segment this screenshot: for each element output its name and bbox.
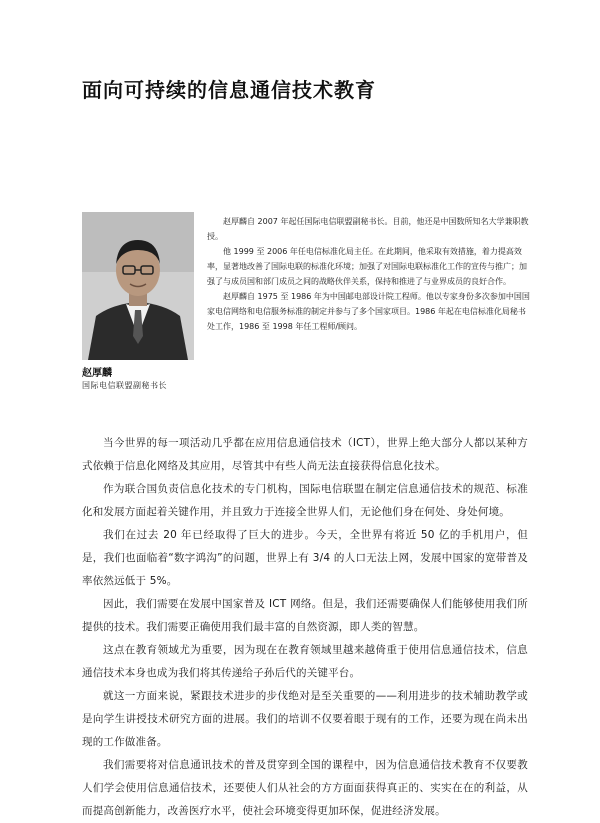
article-title: 面向可持续的信息通信技术教育 <box>82 78 376 102</box>
portrait-icon <box>82 212 194 360</box>
body-paragraph: 就这一方面来说，紧跟技术进步的步伐绝对是至关重要的——利用进步的技术辅助教学或是向学生讲授技术研究方面的进展。我们的培训不仅要着眼于现有的工作，还要为现在尚未出现的工作做准备。 <box>82 690 528 748</box>
author-role: 国际电信联盟副秘书长 <box>82 381 167 390</box>
bio-paragraph: 他 1999 至 2006 年任电信标准化局主任。在此期间，他采取有效措施，着力提高效率，显著地改善了国际电联的标准化环境；加强了对国际电联标准化工作的宣传与推广；加强了与成员国和部门成员之间的战略伙伴关系，保持和推进了与业界成员的良好合作。 <box>207 247 527 286</box>
bio-paragraph: 赵厚麟自 2007 年起任国际电信联盟副秘书长。目前，他还是中国数所知名大学兼职教授。 <box>207 217 529 241</box>
body-paragraph: 我们在过去 20 年已经取得了巨大的进步。今天，全世界有将近 50 亿的手机用户，但是，我们也面临着“数字鸿沟”的问题，世界上有 3/4 的人口无法上网，发展中国家的宽带普及率依然远低于 5%。 <box>82 529 528 587</box>
body-paragraph: 因此，我们需要在发展中国家普及 ICT 网络。但是，我们还需要确保人们能够使用我们所提供的技术。我们需要正确使用我们最丰富的自然资源，即人类的智慧。 <box>82 598 528 633</box>
body-paragraph: 这点在教育领域尤为重要，因为现在在教育领域里越来越倚重于使用信息通信技术，信息通信技术本身也成为我们将其传递给子孙后代的关键平台。 <box>82 644 528 679</box>
bio-paragraph: 赵厚麟自 1975 至 1986 年为中国邮电部设计院工程师。他以专家身份多次参加中国国家电信网络和电信服务标准的制定并参与了多个国家项目。1986 年起在电信标准化局秘书处工作，1986 至 1998 年任工程师/顾问。 <box>207 292 530 331</box>
article-body <box>82 432 528 823</box>
body-paragraph: 当今世界的每一项活动几乎都在应用信息通信技术（ICT），世界上绝大部分人都以某种方式依赖于信息化网络及其应用，尽管其中有些人尚无法直接获得信息化技术。 <box>82 437 528 472</box>
author-photo <box>82 212 194 360</box>
author-bio <box>207 214 530 334</box>
author-name: 赵厚麟 <box>82 368 112 379</box>
body-paragraph: 作为联合国负责信息化技术的专门机构，国际电信联盟在制定信息通信技术的规范、标准化和发展方面起着关键作用，并且致力于连接全世界人们，无论他们身在何处、身处何境。 <box>82 483 528 518</box>
body-paragraph: 我们需要将对信息通讯技术的普及贯穿到全国的课程中，因为信息通信技术教育不仅要教人们学会使用信息通信技术，还要使人们从社会的方方面面获得真正的、实实在在的利益，从而提高创新能力，改善医疗水平，使社会环境变得更加环保，促进经济发展。 <box>82 759 528 817</box>
